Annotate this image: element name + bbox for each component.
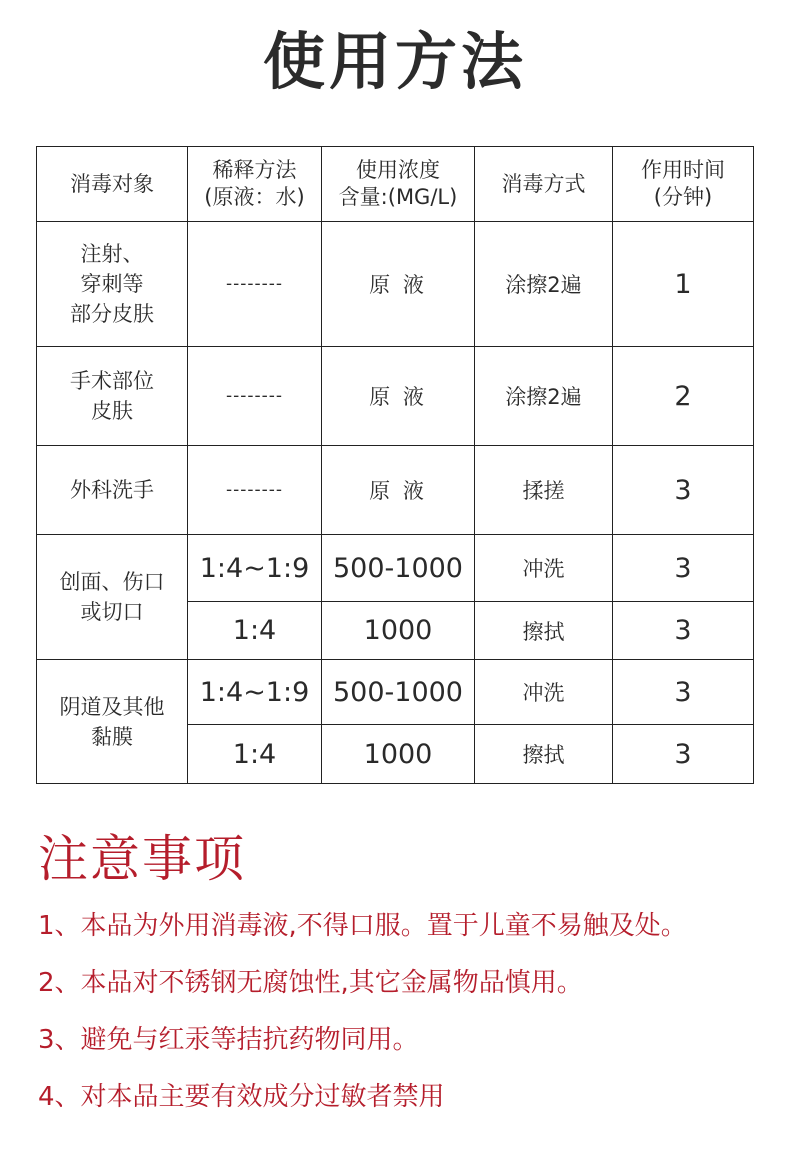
cell-concentration: 原 液 [322, 222, 475, 347]
cell-method: 冲洗 [475, 535, 613, 602]
usage-table [36, 146, 754, 784]
table-row [37, 222, 754, 347]
cell-dilution: 1:4~1:9 [188, 535, 322, 602]
cell-time: 3 [613, 660, 754, 725]
table-row [37, 347, 754, 446]
cell-time: 3 [613, 446, 754, 535]
cell-dilution: 1:4 [188, 602, 322, 660]
cell-object: 外科洗手 [37, 446, 188, 535]
cell-time: 3 [613, 535, 754, 602]
notes-list [38, 910, 790, 1138]
page-title: 使用方法 [262, 25, 527, 98]
table-row [37, 446, 754, 535]
cell-dilution: 1:4~1:9 [188, 660, 322, 725]
table-row [37, 535, 754, 602]
notes-title: 注意事项 [38, 830, 246, 888]
cell-object: 阴道及其他 黏膜 [37, 660, 188, 784]
cell-object: 创面、伤口 或切口 [37, 535, 188, 660]
cell-concentration: 1000 [322, 725, 475, 784]
cell-dilution: -------- [188, 446, 322, 535]
header-time: 作用时间 (分钟) [613, 147, 754, 222]
cell-concentration: 原 液 [322, 347, 475, 446]
cell-method: 涂擦2遍 [475, 347, 613, 446]
cell-concentration: 500-1000 [322, 660, 475, 725]
cell-concentration: 500-1000 [322, 535, 475, 602]
cell-concentration: 1000 [322, 602, 475, 660]
cell-method: 涂擦2遍 [475, 222, 613, 347]
cell-time: 3 [613, 602, 754, 660]
cell-time: 2 [613, 347, 754, 446]
header-dilution: 稀释方法 (原液：水) [188, 147, 322, 222]
cell-dilution: -------- [188, 222, 322, 347]
cell-method: 冲洗 [475, 660, 613, 725]
cell-time: 1 [613, 222, 754, 347]
cell-time: 3 [613, 725, 754, 784]
cell-object: 手术部位 皮肤 [37, 347, 188, 446]
cell-method: 擦拭 [475, 602, 613, 660]
header-object: 消毒对象 [37, 147, 188, 222]
cell-object: 注射、 穿刺等 部分皮肤 [37, 222, 188, 347]
cell-method: 擦拭 [475, 725, 613, 784]
header-concentration: 使用浓度 含量:(MG/L) [322, 147, 475, 222]
cell-concentration: 原 液 [322, 446, 475, 535]
list-item: 4、对本品主要有效成分过敏者禁用 [38, 1082, 445, 1112]
table-row [37, 660, 754, 725]
header-method: 消毒方式 [475, 147, 613, 222]
table-header-row [37, 147, 754, 222]
cell-dilution: -------- [188, 347, 322, 446]
cell-method: 揉搓 [475, 446, 613, 535]
cell-dilution: 1:4 [188, 725, 322, 784]
list-item: 1、本品为外用消毒液,不得口服。置于儿童不易触及处。 [38, 911, 687, 941]
list-item: 2、本品对不锈钢无腐蚀性,其它金属物品慎用。 [38, 968, 583, 998]
list-item: 3、避免与红汞等拮抗药物同用。 [38, 1025, 419, 1055]
